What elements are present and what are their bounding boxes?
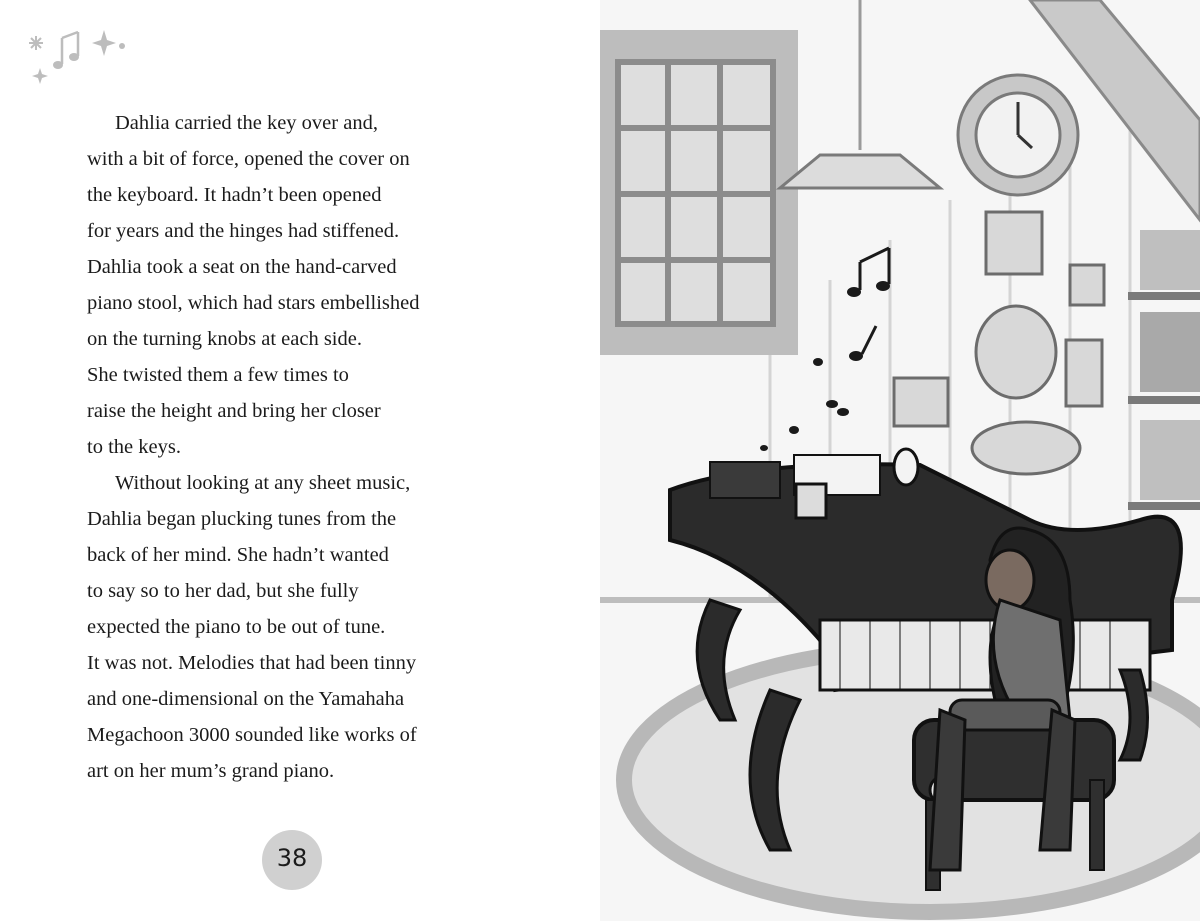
text-line: Dahlia took a seat on the hand-carved bbox=[87, 256, 397, 278]
story-text bbox=[87, 105, 487, 789]
text-line: and one-dimensional on the Yamahaha bbox=[87, 688, 405, 710]
picture-frame bbox=[1070, 265, 1104, 305]
paragraph-2 bbox=[87, 465, 487, 789]
text-line: to say so to her dad, but she fully bbox=[87, 580, 359, 602]
text-line: back of her mind. She hadn’t wanted bbox=[87, 544, 389, 566]
paragraph-1 bbox=[87, 105, 487, 465]
text-line: to the keys. bbox=[87, 436, 181, 458]
text-line: piano stool, which had stars embellished bbox=[87, 292, 420, 314]
music-sparkle-decoration bbox=[26, 24, 126, 84]
picture-frame bbox=[894, 378, 948, 426]
text-line: It was not. Melodies that had been tinny bbox=[87, 652, 417, 674]
text-line: Dahlia carried the key over and, bbox=[115, 112, 378, 134]
piano-room-illustration bbox=[600, 0, 1200, 921]
sparkle-icon bbox=[29, 36, 43, 50]
star-icon bbox=[92, 30, 116, 56]
picture-frame bbox=[1066, 340, 1102, 406]
dot-icon bbox=[119, 43, 125, 49]
text-line: with a bit of force, opened the cover on bbox=[87, 148, 410, 170]
text-line: the keyboard. It hadn’t been opened bbox=[87, 184, 382, 206]
page-number-badge bbox=[262, 830, 322, 890]
text-line: for years and the hinges had stiffened. bbox=[87, 220, 400, 242]
music-note-icon bbox=[53, 32, 79, 69]
text-line: expected the piano to be out of tune. bbox=[87, 616, 386, 638]
text-line: on the turning knobs at each side. bbox=[87, 328, 362, 350]
text-line: Megachoon 3000 sounded like works of bbox=[87, 724, 417, 746]
text-line: She twisted them a few times to bbox=[87, 364, 349, 386]
text-line: art on her mum’s grand piano. bbox=[87, 760, 335, 782]
picture-frame bbox=[976, 306, 1056, 398]
text-line: Without looking at any sheet music, bbox=[115, 472, 411, 494]
clock-icon bbox=[958, 75, 1078, 195]
text-line: Dahlia began plucking tunes from the bbox=[87, 508, 397, 530]
page-number: 38 bbox=[276, 844, 308, 872]
text-line: raise the height and bring her closer bbox=[87, 400, 381, 422]
small-star-icon bbox=[32, 68, 48, 84]
picture-frame bbox=[972, 422, 1080, 474]
window bbox=[600, 30, 798, 355]
picture-frame bbox=[986, 212, 1042, 274]
